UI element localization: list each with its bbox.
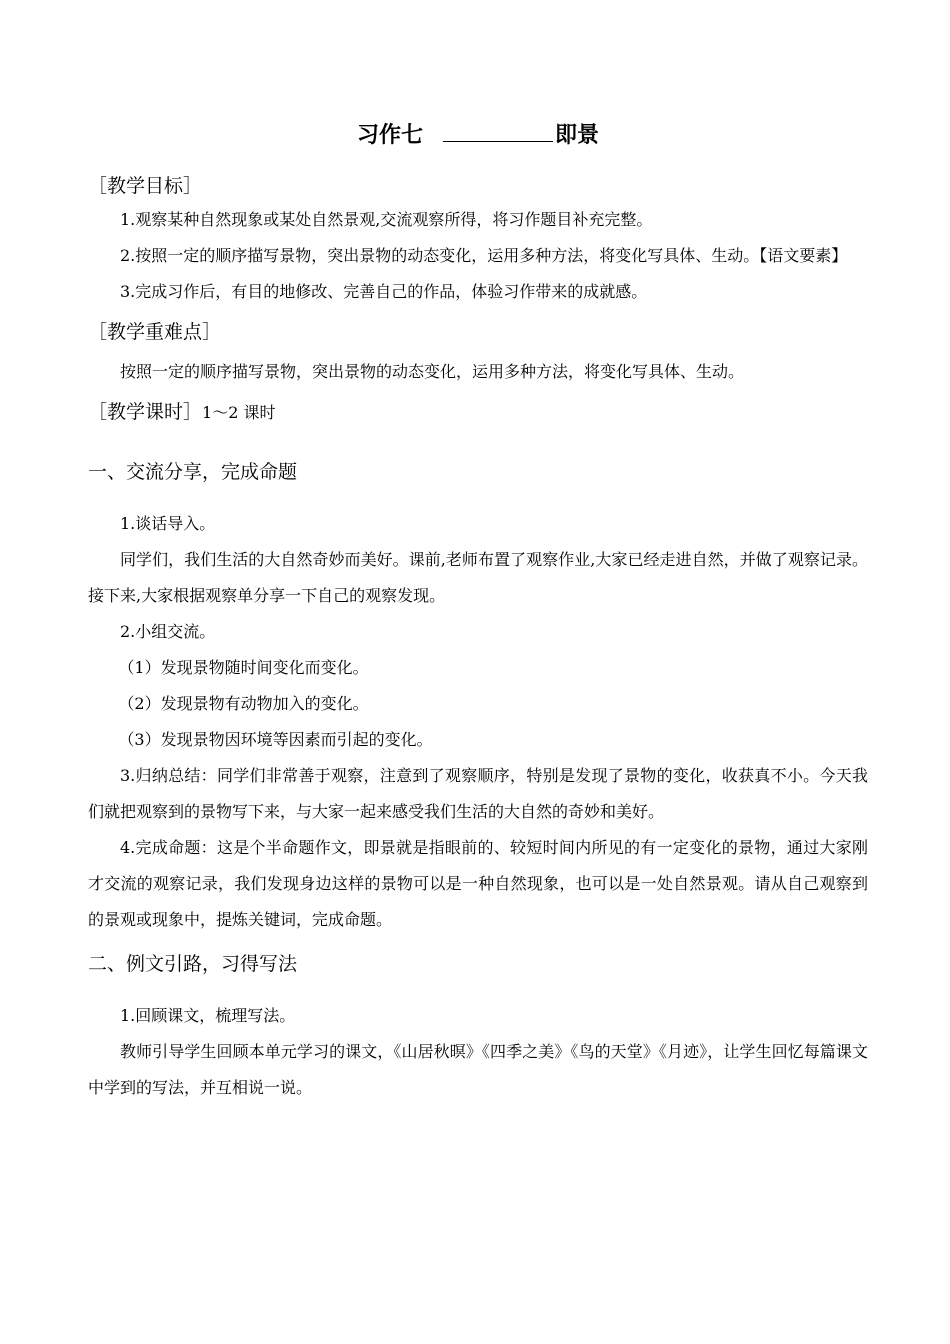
part1-heading: 一、交流分享，完成命题 (88, 461, 298, 483)
title-blank-line (443, 119, 553, 142)
goals-label: ［教学目标］ (88, 175, 203, 197)
hours-line (88, 396, 868, 428)
keypoints-text: 按照一定的顺序描写景物，突出景物的动态变化，运用多种方法，将变化写具体、生动。 (120, 362, 745, 381)
part1-sub-item-2: （2）发现景物有动物加入的变化。 (118, 694, 369, 713)
part1-title-completion: 4.完成命题：这是个半命题作文，即景就是指眼前的、较短时间内所见的有一定变化的景物，通过大家刚才交流的观察记录，我们发现身边这样的景物可以是一种自然现象，也可以是一处自然景观。请从自己观察到的景观或现象中，提炼关键词，完成命题。 (88, 838, 868, 929)
hours-value: 1～2 课时 (202, 403, 276, 422)
goal-item-3: 3.完成习作后，有目的地修改、完善自己的作品，体验习作带来的成就感。 (120, 282, 648, 301)
part1-intro-step: 1.谈话导入。 (120, 514, 216, 533)
part2-heading: 二、例文引路，习得写法 (88, 953, 298, 975)
hours-label: ［教学课时］ (88, 401, 203, 423)
keypoints-label: ［教学重难点］ (88, 321, 222, 343)
part2-review-step: 1.回顾课文，梳理写法。 (120, 1006, 296, 1025)
goal-item-2: 2.按照一定的顺序描写景物，突出景物的动态变化，运用多种方法，将变化写具体、生动。【语文要素】 (120, 246, 848, 265)
document-page (88, 118, 868, 1106)
page-title (88, 118, 868, 154)
part2-review-text: 教师引导学生回顾本单元学习的课文，《山居秋暝》《四季之美》《鸟的天堂》《月迹》，让学生回忆每篇课文中学到的写法，并互相说一说。 (88, 1042, 868, 1097)
title-prefix: 习作七 (356, 123, 423, 148)
part1-group-step: 2.小组交流。 (120, 622, 216, 641)
goal-item-1: 1.观察某种自然现象或某处自然景观,交流观察所得，将习作题目补充完整。 (120, 210, 653, 229)
title-suffix: 即景 (555, 123, 600, 148)
part1-sub-item-1: （1）发现景物随时间变化而变化。 (118, 658, 369, 677)
part1-intro-text: 同学们，我们生活的大自然奇妙而美好。课前,老师布置了观察作业,大家已经走进自然，并做了观察记录。 接下来,大家根据观察单分享一下自己的观察发现。 (88, 550, 868, 605)
part1-sub-item-3: （3）发现景物因环境等因素而引起的变化。 (118, 730, 433, 749)
part1-summary: 3.归纳总结：同学们非常善于观察，注意到了观察顺序，特别是发现了景物的变化，收获真不小。今天我们就把观察到的景物写下来，与大家一起来感受我们生活的大自然的奇妙和美好。 (88, 766, 868, 821)
